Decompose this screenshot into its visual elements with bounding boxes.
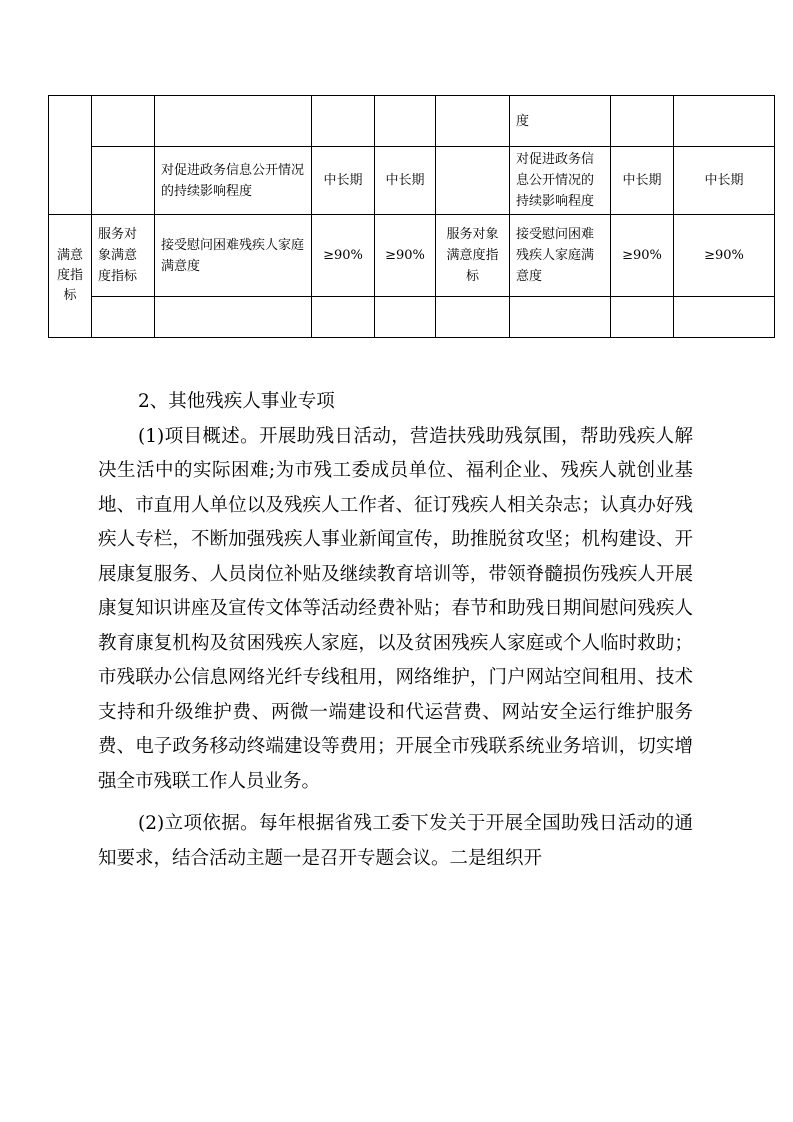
- section-label: 满意度指标: [56, 248, 83, 303]
- table-cell: [436, 147, 510, 215]
- table-cell: 中长期: [312, 147, 375, 215]
- table-row: [49, 297, 775, 338]
- table-cell: 对促进政务信息公开情况的持续影响程度: [155, 147, 312, 215]
- table-row: [49, 96, 775, 147]
- table-cell: ≥90%: [312, 215, 375, 297]
- table-cell: [674, 96, 775, 147]
- section-label-cell: [49, 215, 92, 338]
- table-cell: 接受慰问困难残疾人家庭满意度: [510, 215, 611, 297]
- table-cell: 中长期: [375, 147, 436, 215]
- table-cell: 服务对象满意度指标: [436, 215, 510, 297]
- table-cell: [155, 297, 312, 338]
- table-cell: [375, 96, 436, 147]
- table-cell: 中长期: [674, 147, 775, 215]
- section-heading: 2、其他残疾人事业专项: [138, 391, 335, 412]
- table-cell: 对促进政务信息公开情况的持续影响程度: [510, 147, 611, 215]
- table-cell: [49, 96, 92, 215]
- table-cell: [92, 147, 155, 215]
- table-cell: [510, 297, 611, 338]
- table-cell: [312, 96, 375, 147]
- table-cell: 度: [510, 96, 611, 147]
- table-cell: [436, 297, 510, 338]
- paragraph-project-basis: (2)立项依据。每年根据省残工委下发关于开展全国助残日活动的通知要求，结合活动主题一是召开专题会议。二是组织开: [98, 813, 693, 869]
- document-body: [98, 385, 693, 876]
- table-cell: ≥90%: [375, 215, 436, 297]
- table-cell: ≥90%: [611, 215, 674, 297]
- table-cell: [436, 96, 510, 147]
- table-cell: [92, 96, 155, 147]
- table-cell: 中长期: [611, 147, 674, 215]
- table-row: [49, 147, 775, 215]
- table-cell: [611, 96, 674, 147]
- table-cell: [674, 297, 775, 338]
- table-cell: [611, 297, 674, 338]
- performance-table: [48, 95, 775, 338]
- table-cell: [92, 297, 155, 338]
- table-cell: [155, 96, 312, 147]
- table-cell: 接受慰问困难残疾人家庭满意度: [155, 215, 312, 297]
- paragraph-project-overview: (1)项目概述。开展助残日活动，营造扶残助残氛围，帮助残疾人解决生活中的实际困难;为市残工委成员单位、福利企业、残疾人就创业基地、市直用人单位以及残疾人工作者、征订残疾人相关杂志；认真办好残疾人专栏，不断加强残疾人事业新闻宣传，助推脱贫攻坚；机构建设、开展康复服务、人员岗位补贴及继续教育培训等，带领脊髓损伤残疾人开展康复知识讲座及宣传文体等活动经费补贴；春节和助残日期间慰问残疾人教育康复机构及贫困残疾人家庭，以及贫困残疾人家庭或个人临时救助；市残联办公信息网络光纤专线租用，网络维护，门户网站空间租用、技术支持和升级维护费、两微一端建设和代运营费、网站安全运行维护服务费、电子政务移动终端建设等费用；开展全市残联系统业务培训，切实增强全市残联工作人员业务。: [98, 425, 693, 792]
- table-cell: [375, 297, 436, 338]
- table-cell: [312, 297, 375, 338]
- table-cell: 服务对象满意度指标: [92, 215, 155, 297]
- table-cell: ≥90%: [674, 215, 775, 297]
- table-row: [49, 215, 775, 297]
